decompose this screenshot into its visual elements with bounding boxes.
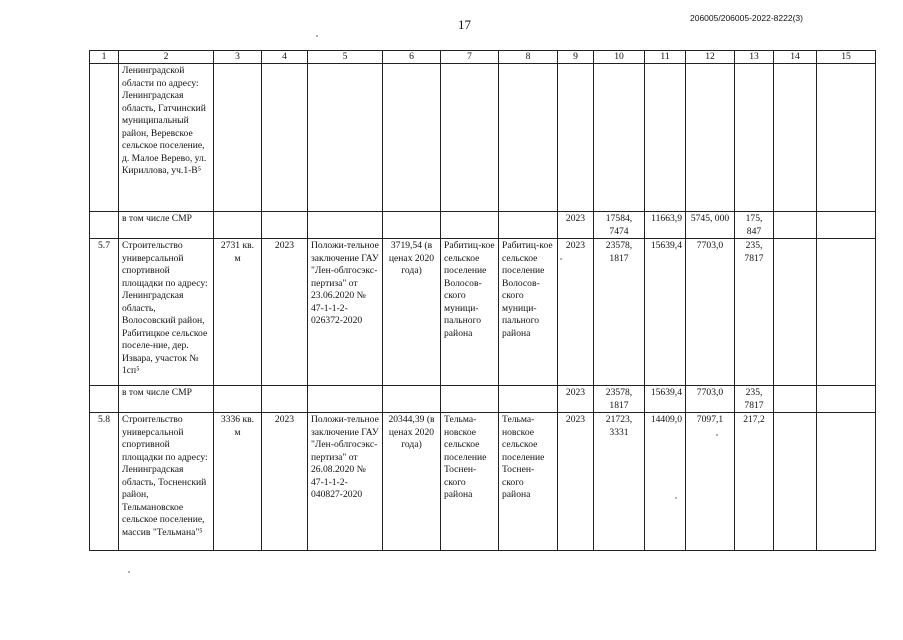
table-cell: 235, 7817	[735, 239, 774, 386]
table-cell: 17584, 7474	[594, 212, 645, 239]
table-cell	[645, 64, 686, 212]
table-cell	[817, 239, 876, 386]
table-cell: 15639,4	[645, 386, 686, 413]
table-cell: 2023	[262, 239, 308, 386]
table-row	[90, 64, 876, 212]
table-cell: 23578, 1817	[594, 386, 645, 413]
table-cell	[308, 386, 383, 413]
table-cell	[817, 386, 876, 413]
table-cell: 2023	[558, 212, 594, 239]
table-cell	[499, 386, 558, 413]
column-number: 13	[735, 51, 774, 64]
table-cell	[774, 212, 817, 239]
table-cell: Ленинградской области по адресу: Ленинградская область, Гатчинский муниципальный район, Веревское сельское поселение, д. Малое Верево, ул. Кириллова, уч.1-В⁵	[119, 64, 214, 212]
table-cell: 3336 кв. м	[214, 413, 262, 551]
column-number: 12	[686, 51, 735, 64]
table-cell	[383, 64, 441, 212]
scan-speck	[316, 35, 318, 37]
table-cell: 23578, 1817	[594, 239, 645, 386]
table-cell	[499, 64, 558, 212]
table-cell: Тельма-новское сельское поселение Тоснен-ского района	[441, 413, 499, 551]
table-cell	[686, 64, 735, 212]
table-cell	[499, 212, 558, 239]
table-cell: Строительство универсальной спортивной площадки по адресу: Ленинградская область, Тосненский район, Тельмановское сельское поселение, массив "Тельмана"⁵	[119, 413, 214, 551]
table-cell	[441, 386, 499, 413]
column-number-row	[90, 51, 876, 64]
scan-speck	[128, 571, 130, 573]
table-cell: Положи-тельное заключение ГАУ "Лен-облгосэкс-пертиза" от 23.06.2020 № 47-1-1-2-026372-2020	[308, 239, 383, 386]
table-row	[90, 386, 876, 413]
table-cell: 5.7	[90, 239, 119, 386]
table-cell: Рабитиц-кое сельское поселение Волосов-ского муници-пального района	[441, 239, 499, 386]
table-cell: Положи-тельное заключение ГАУ "Лен-облгосэкс-пертиза" от 26.08.2020 № 47-1-1-2-040827-2020	[308, 413, 383, 551]
column-number: 7	[441, 51, 499, 64]
table-cell	[774, 386, 817, 413]
table-cell	[594, 64, 645, 212]
table-cell: 5745, 000	[686, 212, 735, 239]
table-cell	[774, 413, 817, 551]
table-cell	[214, 64, 262, 212]
column-number: 3	[214, 51, 262, 64]
table-row	[90, 239, 876, 386]
table-cell	[262, 64, 308, 212]
table-cell	[441, 212, 499, 239]
table-cell	[90, 386, 119, 413]
table-cell: в том числе СМР	[119, 386, 214, 413]
page-number: 17	[458, 17, 471, 32]
table-cell	[774, 64, 817, 212]
table-cell: 11663,9	[645, 212, 686, 239]
table-cell: 7703,0	[686, 386, 735, 413]
column-number: 4	[262, 51, 308, 64]
scan-speck	[560, 258, 562, 260]
table-cell: 2023	[262, 413, 308, 551]
table-cell	[383, 386, 441, 413]
table-cell: 2023	[558, 386, 594, 413]
column-number: 9	[558, 51, 594, 64]
table-cell: 7097,1	[686, 413, 735, 551]
table-cell: 21723, 3331	[594, 413, 645, 551]
table-cell	[817, 212, 876, 239]
scan-speck	[716, 434, 718, 436]
table-cell: 15639,4	[645, 239, 686, 386]
document-id: 206005/206005-2022-8222(3)	[690, 13, 803, 23]
table-cell: 2023	[558, 239, 594, 386]
table-cell: 217,2	[735, 413, 774, 551]
table-cell	[441, 64, 499, 212]
table-cell	[735, 64, 774, 212]
table-cell	[262, 212, 308, 239]
column-number: 15	[817, 51, 876, 64]
table-row	[90, 212, 876, 239]
column-number: 5	[308, 51, 383, 64]
table-cell	[817, 64, 876, 212]
column-number: 1	[90, 51, 119, 64]
table-cell	[308, 212, 383, 239]
column-number: 11	[645, 51, 686, 64]
table-cell	[262, 386, 308, 413]
table-cell: 7703,0	[686, 239, 735, 386]
table-body	[90, 51, 876, 551]
table-cell	[383, 212, 441, 239]
table-cell	[558, 64, 594, 212]
column-number: 10	[594, 51, 645, 64]
column-number: 2	[119, 51, 214, 64]
table-cell: Рабитиц-кое сельское поселение Волосов-ского муници-пального района	[499, 239, 558, 386]
table-cell	[774, 239, 817, 386]
table-cell	[90, 64, 119, 212]
column-number: 8	[499, 51, 558, 64]
table-cell: 175, 847	[735, 212, 774, 239]
table-cell: 20344,39 (в ценах 2020 года)	[383, 413, 441, 551]
column-number: 6	[383, 51, 441, 64]
table-cell: 2731 кв. м	[214, 239, 262, 386]
table-cell	[308, 64, 383, 212]
table-cell	[214, 386, 262, 413]
table-row	[90, 413, 876, 551]
table-cell	[90, 212, 119, 239]
table-cell: Строительство универсальной спортивной площадки по адресу: Ленинградская область, Волосовский район, Рабитицкое сельское поселе-ние, дер. Извара, участок № 1сп⁵	[119, 239, 214, 386]
table-cell: 14409,0	[645, 413, 686, 551]
table-cell: в том числе СМР	[119, 212, 214, 239]
table-cell: Тельма-новское сельское поселение Тоснен-ского района	[499, 413, 558, 551]
table-cell	[817, 413, 876, 551]
scan-speck	[675, 497, 677, 499]
investment-program-table	[89, 50, 876, 551]
column-number: 14	[774, 51, 817, 64]
table-cell: 5.8	[90, 413, 119, 551]
table-cell	[214, 212, 262, 239]
table-cell: 3719,54 (в ценах 2020 года)	[383, 239, 441, 386]
table-cell: 2023	[558, 413, 594, 551]
table-cell: 235, 7817	[735, 386, 774, 413]
